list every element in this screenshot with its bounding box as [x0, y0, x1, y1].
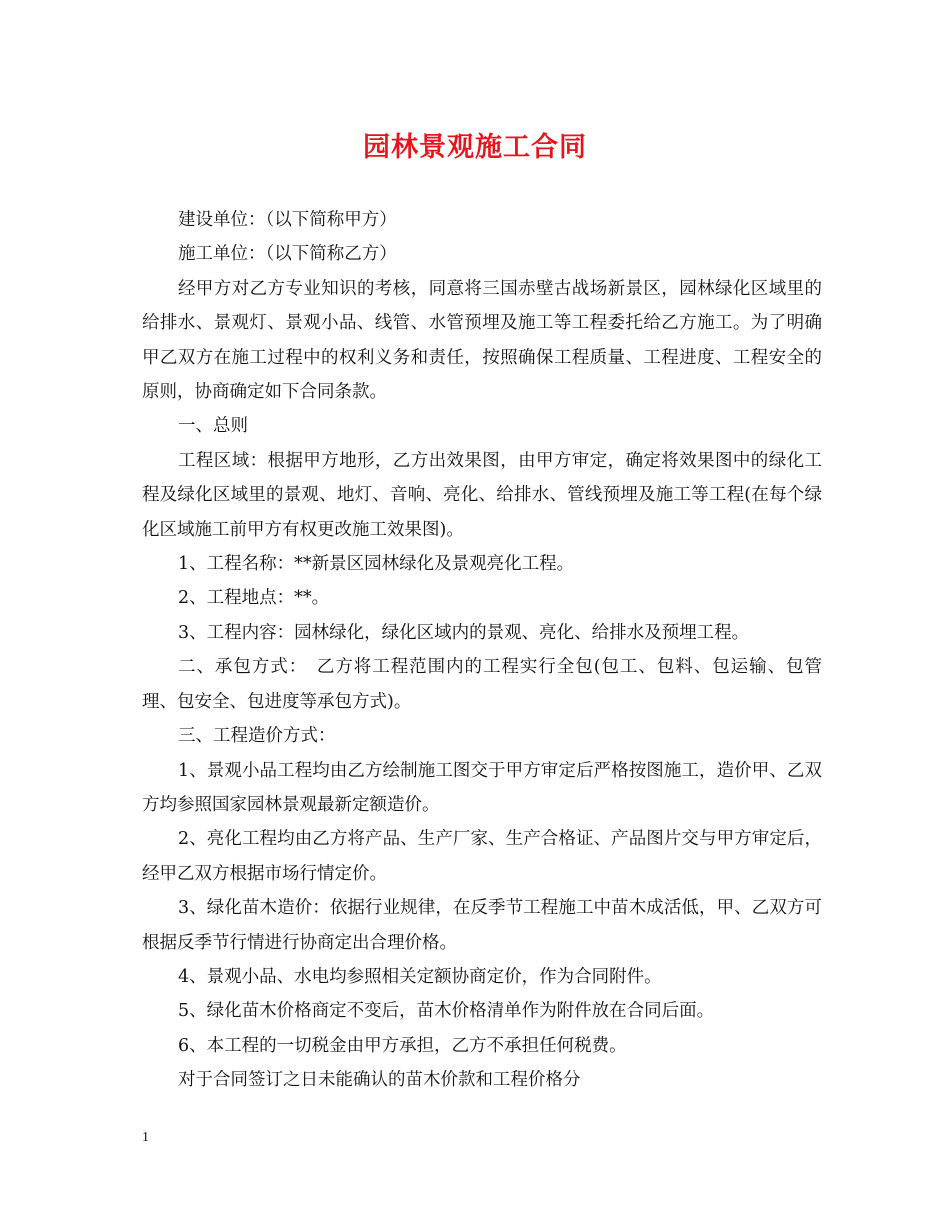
paragraph-project-content: 3、工程内容：园林绿化，绿化区域内的景观、亮化、给排水及预埋工程。: [178, 622, 750, 643]
paragraph-unconfirmed-prices: 对于合同签订之日未能确认的苗木价款和工程价格分: [178, 1070, 581, 1091]
paragraph-pricing-5: 5、绿化苗木价格商定不变后，苗木价格清单作为附件放在合同后面。: [178, 1001, 715, 1022]
document-body: [142, 203, 822, 1098]
section-heading-pricing: 三、工程造价方式：: [178, 726, 336, 747]
paragraph-pricing-4: 4、景观小品、水电均参照相关定额协商定价，作为合同附件。: [178, 966, 662, 987]
page-number: 1: [142, 1130, 149, 1145]
section-contracting-method: 二、承包方式： 乙方将工程范围内的工程实行全包(包工、包料、包运输、包管理、包安全、包进度等承包方式)。: [142, 657, 822, 712]
paragraph-pricing-3: 3、绿化苗木造价：依据行业规律，在反季节工程施工中苗木成活低，甲、乙双方可根据反季节行情进行协商定出合理价格。: [142, 898, 822, 953]
section-heading-general: 一、总则: [178, 416, 248, 437]
paragraph-project-area: 工程区域：根据甲方地形，乙方出效果图，由甲方审定，确定将效果图中的绿化工程及绿化区域里的景观、地灯、音响、亮化、给排水、管线预埋及施工等工程(在每个绿化区域施工前甲方有权更改施工效果图)。: [142, 450, 822, 540]
document-title: 园林景观施工合同: [363, 132, 587, 163]
paragraph-pricing-6: 6、本工程的一切税金由甲方承担，乙方不承担任何税费。: [178, 1035, 627, 1056]
paragraph-project-name: 1、工程名称：**新景区园林绿化及景观亮化工程。: [178, 554, 575, 575]
paragraph-construction-unit: 建设单位：（以下简称甲方）: [178, 210, 397, 230]
paragraph-project-location: 2、工程地点：**。: [178, 588, 330, 609]
paragraph-pricing-2: 2、亮化工程均由乙方将产品、生产厂家、生产合格证、产品图片交与甲方审定后，经甲乙双方根据市场行情定价。: [142, 829, 822, 884]
paragraph-pricing-1: 1、景观小品工程均由乙方绘制施工图交于甲方审定后严格按图施工，造价甲、乙双方均参照国家园林景观最新定额造价。: [142, 760, 822, 815]
paragraph-contractor-unit: 施工单位：（以下简称乙方）: [178, 244, 397, 265]
paragraph-introduction: 经甲方对乙方专业知识的考核，同意将三国赤壁古战场新景区，园林绿化区域里的给排水、景观灯、景观小品、线管、水管预埋及施工等工程委托给乙方施工。为了明确甲乙双方在施工过程中的权利义务和责任，按照确保工程质量、工程进度、工程安全的原则，协商确定如下合同条款。: [142, 278, 822, 403]
